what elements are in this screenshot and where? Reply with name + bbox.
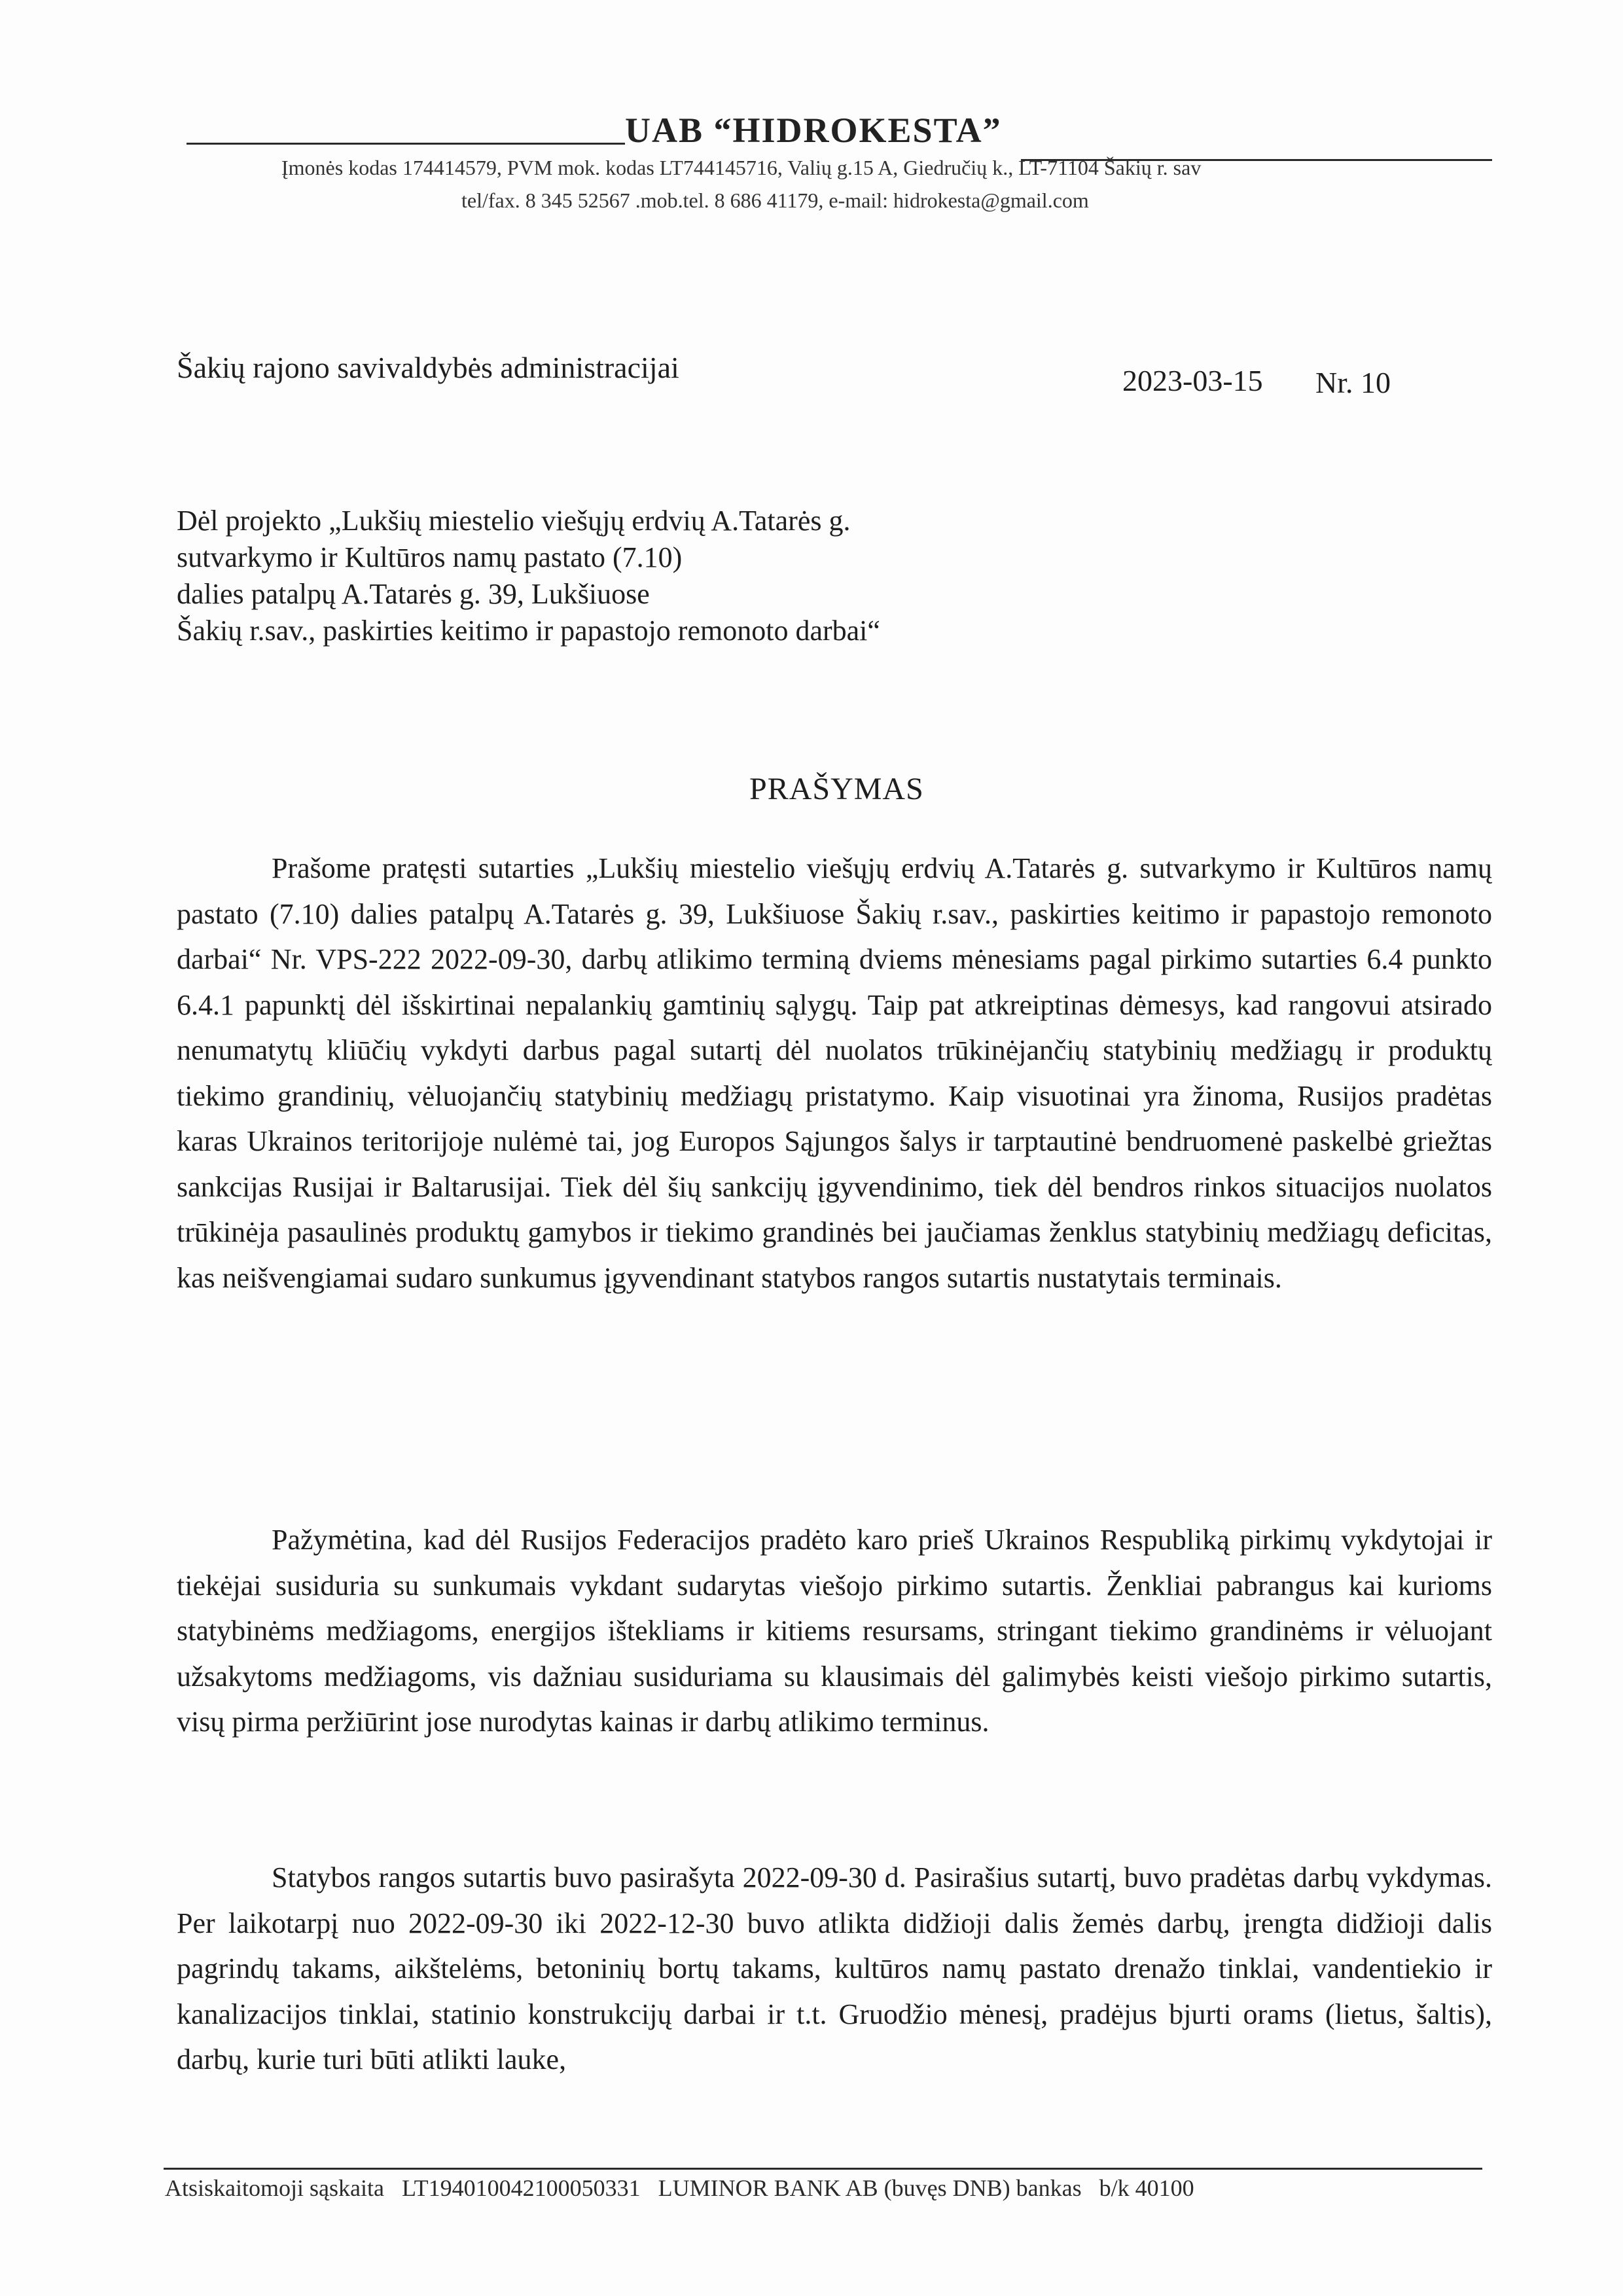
- subject-block: [177, 503, 880, 649]
- footer-bank-details: [165, 2174, 1206, 2202]
- company-name: UAB “HIDROKESTA”: [625, 111, 1002, 150]
- letterhead-rule-left: [187, 143, 625, 145]
- body-paragraph-3: Statybos rangos sutartis buvo pasirašyta 2022-09-30 d. Pasirašius sutartį, buvo pradėtas darbų vykdymas. Per laikotarpį nuo 2022-09-30 iki 2022-12-30 buvo atlikta didžioji dalis žemės darbų, įrengta didžioji dalis pagrindų takams, aikštelėms, betoninių bortų takams, kultūros namų pastato drenažo tinklai, vandentiekio ir kanalizacijos tinklai, statinio konstrukcijų darbai ir t.t. Gruodžio mėnesį, pradėjus bjurti orams (lietus, šaltis), darbų, kurie turi būti atlikti lauke,: [177, 1861, 1492, 2075]
- document-number: Nr. 10: [1315, 366, 1391, 399]
- body-paragraph-1: Prašome pratęsti sutarties „Lukšių miestelio viešųjų erdvių A.Tatarės g. sutvarkymo ir Kultūros namų pastato (7.10) dalies patalpų A.Tatarės g. 39, Lukšiuose Šakių r.sav., paskirties keitimo ir papastojo remonoto darbai“ Nr. VPS-222 2022-09-30, darbų atlikimo terminą dviems mėnesiams pagal pirkimo sutarties 6.4 punkto 6.4.1 papunktį dėl išskirtinai nepalankių gamtinių sąlygų. Taip pat atkreiptinas dėmesys, kad rangovui atsirado nenumatytų kliūčių vykdyti darbus pagal sutartį dėl nuolatos trūkinėjančių statybinių medžiagų ir produktų tiekimo grandinių, vėluojančių statybinių medžiagų pristatymo. Kaip visuotinai yra žinoma, Rusijos pradėtas karas Ukrainos teritorijoje nulėmė tai, jog Europos Sąjungos šalys ir tarptautinė bendruomenė paskelbė griežtas sankcijas Rusijai ir Baltarusijai. Tiek dėl šių sankcijų įgyvendinimo, tiek dėl bendros rinkos situacijos nuolatos trūkinėja pasaulinės produktų gamybos ir tiekimo grandinės bei jaučiamas ženklus statybinių medžiagų deficitas, kas neišvengiamai sudaro sunkumus įgyvendinant statybos rangos sutartis nustatytais terminais.: [177, 852, 1492, 1294]
- account-label: Atsiskaitomoji sąskaita: [165, 2175, 384, 2201]
- document-title: PRAŠYMAS: [749, 772, 924, 806]
- bank-code: b/k 40100: [1099, 2175, 1194, 2201]
- company-details: Įmonės kodas 174414579, PVM mok. kodas LT744145716, Valių g.15 A, Giedručių k., LT-71104 Šakių r. sav: [281, 156, 1202, 179]
- subject-line: Dėl projekto „Lukšių miestelio viešųjų erdvių A.Tatarės g.: [177, 505, 851, 537]
- bank-name: LUMINOR BANK AB (buvęs DNB) bankas: [658, 2175, 1082, 2201]
- document-date: 2023-03-15: [1122, 364, 1263, 397]
- subject-line: Šakių r.sav., paskirties keitimo ir papastojo remonoto darbai“: [177, 615, 880, 647]
- subject-line: sutvarkymo ir Kultūros namų pastato (7.10): [177, 541, 683, 573]
- account-number: LT194010042100050331: [401, 2175, 641, 2201]
- body-paragraph-2: Pažymėtina, kad dėl Rusijos Federacijos pradėto karo prieš Ukrainos Respubliką pirkimų vykdytojai ir tiekėjai susiduria su sunkumais vykdant sudarytas viešojo pirkimo sutartis. Ženkliai pabrangus kai kurioms statybinėms medžiagoms, energijos ištekliams ir kitiems resursams, stringant tiekimo grandinėms ir vėluojant užsakytoms medžiagoms, vis dažniau susiduriama su klausimais dėl galimybės keisti viešojo pirkimo sutartis, visų pirma peržiūrint jose nurodytas kainas ir darbų atlikimo terminus.: [177, 1524, 1492, 1738]
- footer-rule: [164, 2168, 1482, 2170]
- subject-line: dalies patalpų A.Tatarės g. 39, Lukšiuose: [177, 578, 650, 610]
- addressee: Šakių rajono savivaldybės administracijai: [177, 351, 679, 384]
- company-contacts: tel/fax. 8 345 52567 .mob.tel. 8 686 41179, e-mail: hidrokesta@gmail.com: [461, 188, 1089, 212]
